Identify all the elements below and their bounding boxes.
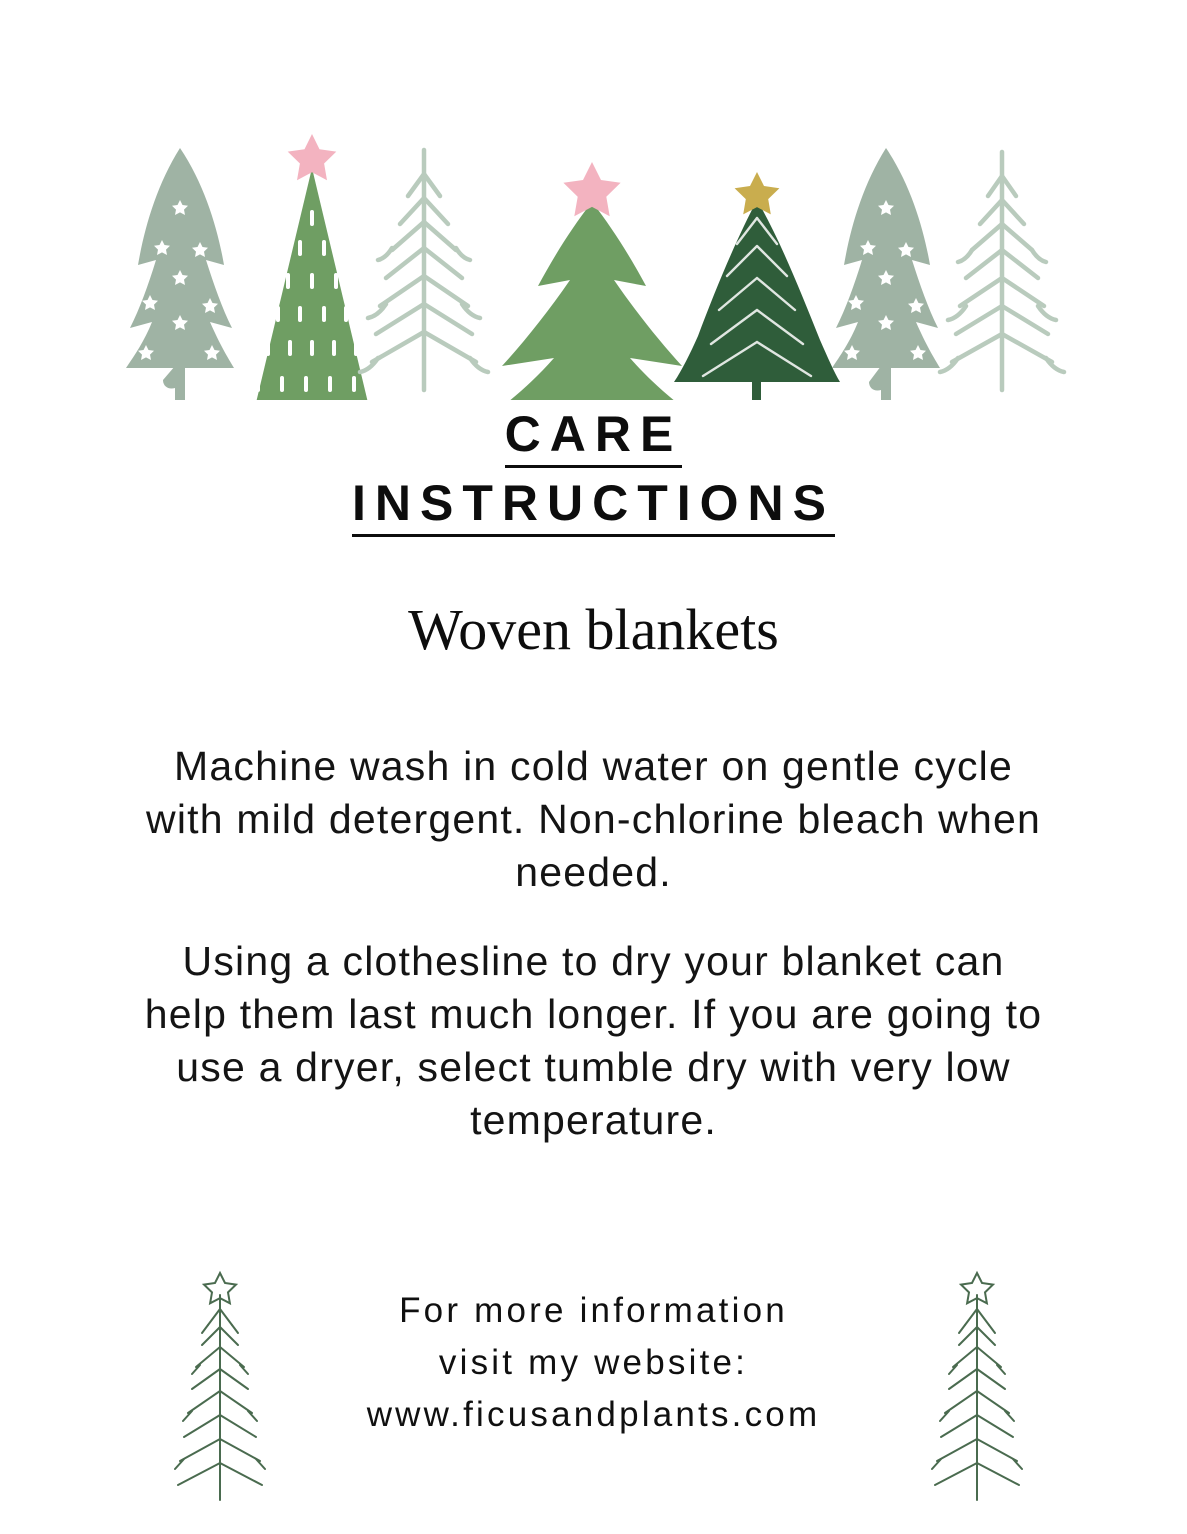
footer-line-1: For more information — [399, 1291, 788, 1330]
footer-line-2: visit my website: — [438, 1343, 749, 1382]
tree-4-large-green — [468, 162, 716, 400]
subtitle: Woven blankets — [408, 597, 779, 662]
title-line-care: CARE — [505, 405, 683, 468]
footer-text-block — [0, 1285, 1187, 1441]
page-title — [0, 405, 1187, 537]
footer-website-url[interactable]: www.ficusandplants.com — [366, 1395, 821, 1434]
tree-1-sage-speckled — [126, 148, 234, 400]
tree-5-dark-sketch — [674, 172, 840, 400]
instruction-paragraph-2: Using a clothesline to dry your blanket can help them last much longer. If you are going to use a dryer, select tumble dry with very low temperature. — [144, 938, 1043, 1143]
care-instructions-body — [140, 740, 1047, 1147]
tree-7-light-outline — [940, 152, 1064, 390]
title-line-instructions: INSTRUCTIONS — [352, 474, 835, 537]
instruction-paragraph-1: Machine wash in cold water on gentle cycle with mild detergent. Non-chlorine bleach when needed. — [146, 743, 1041, 895]
tree-3-light-outline — [360, 150, 488, 390]
tree-6-sage-speckled — [832, 148, 940, 400]
top-tree-decoration — [0, 90, 1187, 400]
tree-2-green-dashes — [250, 134, 374, 400]
